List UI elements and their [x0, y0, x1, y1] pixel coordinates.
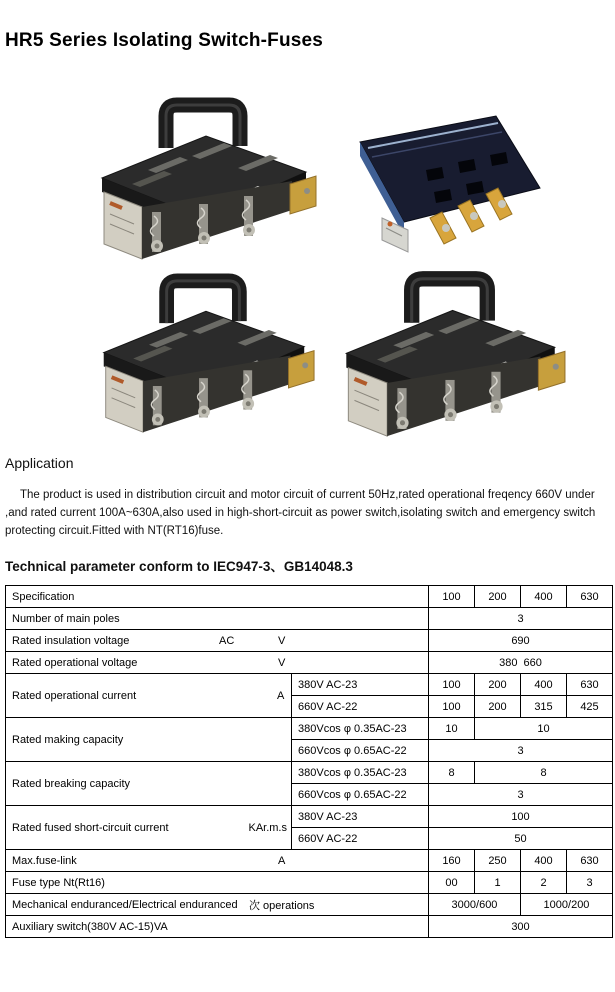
row-label — [6, 674, 292, 718]
table-row-operational-current-1 — [6, 674, 613, 696]
unit-karms: KAr.m.s — [248, 821, 287, 834]
unit-v: V — [278, 656, 286, 669]
cell-value: 3000/600 — [429, 894, 521, 916]
unit-operations: 次 operations — [249, 899, 315, 912]
row-label: Rated breaking capacity — [6, 762, 292, 806]
table-row-specification — [6, 586, 613, 608]
row-label: Number of main poles — [6, 608, 429, 630]
row-label: Fuse type Nt(Rt16) — [6, 872, 429, 894]
spec-col-400: 400 — [521, 586, 567, 608]
technical-parameter-table — [5, 585, 613, 938]
table-row-short-circuit-1 — [6, 806, 613, 828]
application-paragraph: The product is used in distribution circuit and motor circuit of current 50Hz,rated operational freqency 660V under ,and rated current 100A~630A,also used in high-short-circuit as power switch,isolating switch and emergency switch protecting circuit.Fitted with NT(RT16)fuse. — [5, 489, 596, 537]
unit-a: A — [278, 854, 286, 867]
cell-value: 100 — [429, 806, 613, 828]
row-label — [6, 652, 429, 674]
spec-col-100: 100 — [429, 586, 475, 608]
row-label: Specification — [6, 586, 429, 608]
application-heading: Application — [5, 455, 74, 471]
switch-fuse-handle-illustration — [88, 272, 318, 444]
row-sublabel: 380Vcos φ 0.35AC-23 — [292, 762, 429, 784]
table-row-endurance — [6, 894, 613, 916]
unit-ac: AC — [219, 634, 235, 647]
row-label — [6, 630, 429, 652]
product-photo-bottom-right — [332, 268, 567, 450]
row-label: Rated making capacity — [6, 718, 292, 762]
row-label-text: Rated insulation voltage — [12, 634, 130, 647]
row-label-text: Rated operational current — [12, 689, 137, 702]
row-label: Auxiliary switch(380V AC-15)VA — [6, 916, 429, 938]
row-value: 380 660 — [429, 652, 613, 674]
row-sublabel: 660V AC-22 — [292, 696, 429, 718]
row-sublabel: 660V AC-22 — [292, 828, 429, 850]
unit-v: V — [278, 634, 286, 647]
cell-value: 100 — [429, 674, 475, 696]
table-row-breaking-capacity-1 — [6, 762, 613, 784]
cell-value: 425 — [567, 696, 613, 718]
spec-col-630: 630 — [567, 586, 613, 608]
cell-value: 400 — [521, 674, 567, 696]
row-sublabel: 380V AC-23 — [292, 806, 429, 828]
table-row-poles — [6, 608, 613, 630]
cell-value: 10 — [475, 718, 613, 740]
row-label — [6, 806, 292, 850]
cell-value: 630 — [567, 850, 613, 872]
cell-value: 315 — [521, 696, 567, 718]
row-value: 690 — [429, 630, 613, 652]
technical-parameter-heading: Technical parameter conform to IEC947-3、GB14048.3 — [5, 559, 353, 574]
cell-value: 10 — [429, 718, 475, 740]
cell-value: 200 — [475, 674, 521, 696]
cell-value: 160 — [429, 850, 475, 872]
cell-value: 00 — [429, 872, 475, 894]
product-photo-top-right — [338, 100, 558, 260]
cell-value: 1000/200 — [521, 894, 613, 916]
cell-value: 100 — [429, 696, 475, 718]
cell-value: 1 — [475, 872, 521, 894]
row-label-text: Max.fuse-link — [12, 854, 77, 867]
table-row-auxiliary-switch — [6, 916, 613, 938]
cell-value: 8 — [475, 762, 613, 784]
cell-value: 3 — [429, 740, 613, 762]
switch-fuse-flat-illustration — [338, 100, 558, 260]
product-photo-top-left — [88, 96, 318, 271]
cell-value: 400 — [521, 850, 567, 872]
cell-value: 50 — [429, 828, 613, 850]
product-photo-bottom-left — [88, 272, 318, 444]
table-row-fuse-link — [6, 850, 613, 872]
cell-value: 630 — [567, 674, 613, 696]
row-value: 3 — [429, 608, 613, 630]
table-row-making-capacity-1 — [6, 718, 613, 740]
cell-value: 200 — [475, 696, 521, 718]
unit-a: A — [277, 689, 285, 702]
cell-value: 250 — [475, 850, 521, 872]
cell-value: 3 — [429, 784, 613, 806]
spec-col-200: 200 — [475, 586, 521, 608]
page-title: HR5 Series Isolating Switch-Fuses — [5, 30, 324, 51]
row-label-text: Rated fused short-circuit current — [12, 821, 169, 834]
row-sublabel: 380V AC-23 — [292, 674, 429, 696]
row-sublabel: 660Vcos φ 0.65AC-22 — [292, 784, 429, 806]
row-label — [6, 894, 429, 916]
switch-fuse-handle-illustration — [332, 268, 567, 450]
table-row-operational-voltage — [6, 652, 613, 674]
row-label — [6, 850, 429, 872]
product-photo-grid — [0, 0, 615, 470]
cell-value: 300 — [429, 916, 613, 938]
switch-fuse-handle-illustration — [88, 96, 318, 271]
row-sublabel: 380Vcos φ 0.35AC-23 — [292, 718, 429, 740]
table-row-fuse-type — [6, 872, 613, 894]
table-row-insulation-voltage — [6, 630, 613, 652]
row-label-text: Mechanical enduranced/Electrical enduranced — [12, 898, 238, 911]
row-label-text: Rated operational voltage — [12, 656, 138, 669]
row-sublabel: 660Vcos φ 0.65AC-22 — [292, 740, 429, 762]
cell-value: 3 — [567, 872, 613, 894]
cell-value: 2 — [521, 872, 567, 894]
cell-value: 8 — [429, 762, 475, 784]
